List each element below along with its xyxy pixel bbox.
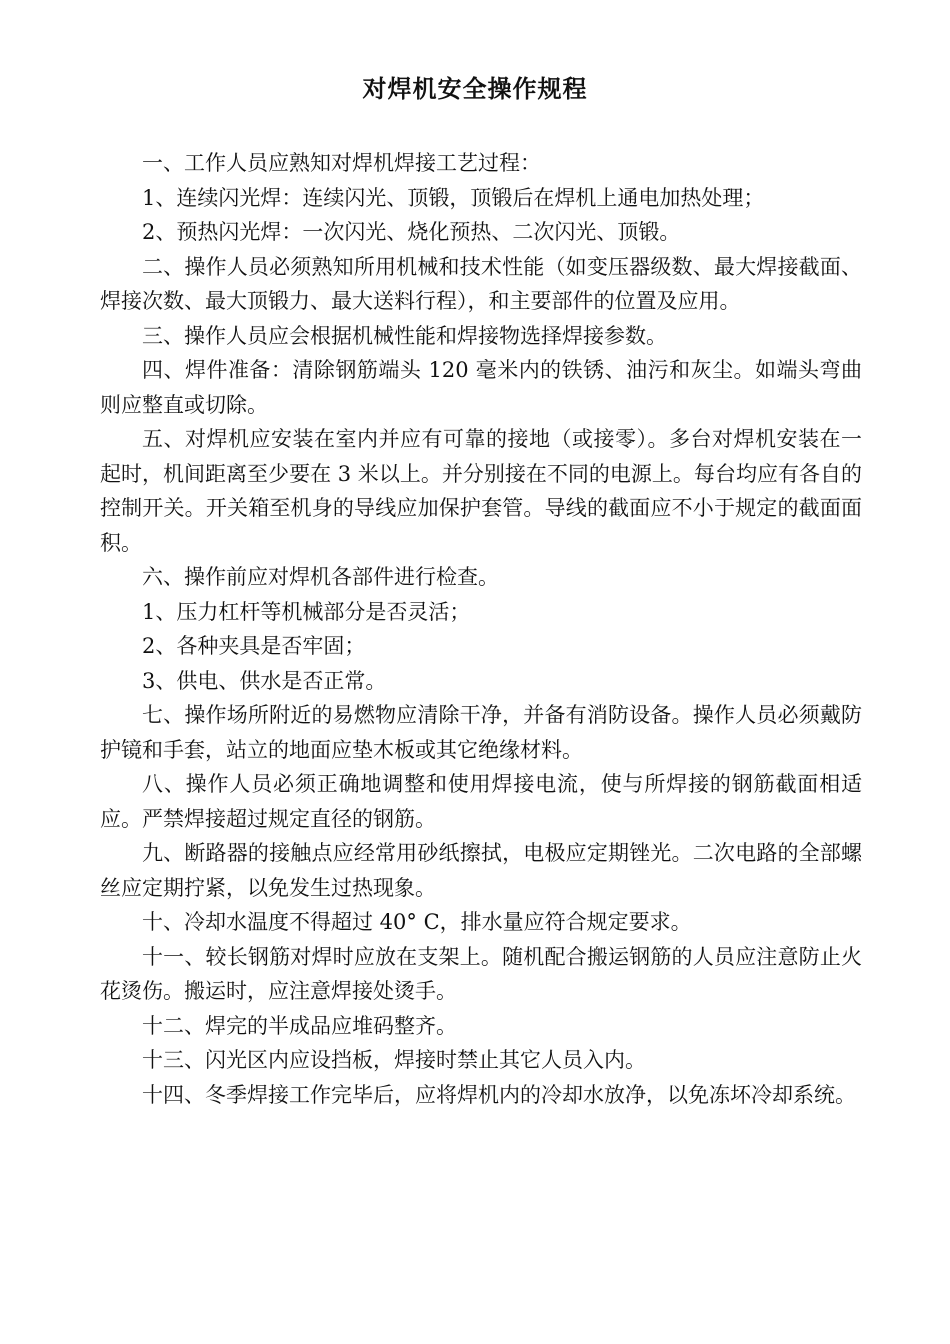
paragraph-8: 六、操作前应对焊机各部件进行检查。 <box>142 565 499 589</box>
paragraph-11: 3、供电、供水是否正常。 <box>142 668 387 693</box>
paragraph-17: 十二、焊完的半成品应堆码整齐。 <box>142 1013 457 1038</box>
document-body <box>100 146 862 1112</box>
paragraph-12: 七、操作场所附近的易燃物应清除干净，并备有消防设备。操作人员必须戴防护镜和手套，站立的地面应垫木板或其它绝缘材料。 <box>100 703 862 762</box>
paragraph-10: 2、各种夹具是否牢固； <box>142 634 366 658</box>
paragraph-9: 1、压力杠杆等机械部分是否灵活； <box>142 599 471 624</box>
paragraph-7: 五、对焊机应安装在室内并应有可靠的接地（或接零）。多台对焊机安装在一起时，机间距离至少要在 3 米以上。并分别接在不同的电源上。每台均应有各自的控制开关。开关箱至机身的导线应加保护套管。导线的截面应不小于规定的截面面积。 <box>100 427 862 555</box>
paragraph-18: 十三、闪光区内应设挡板，焊接时禁止其它人员入内。 <box>142 1048 646 1072</box>
paragraph-14: 九、断路器的接触点应经常用砂纸擦拭，电极应定期锉光。二次电路的全部螺丝应定期拧紧，以免发生过热现象。 <box>100 841 862 900</box>
paragraph-6: 四、焊件准备：清除钢筋端头 120 毫米内的铁锈、油污和灰尘。如端头弯曲则应整直或切除。 <box>100 358 862 417</box>
paragraph-15: 十、冷却水温度不得超过 40° C，排水量应符合规定要求。 <box>142 910 692 934</box>
paragraph-13: 八、操作人员必须正确地调整和使用焊接电流，使与所焊接的钢筋截面相适应。严禁焊接超过规定直径的钢筋。 <box>100 772 862 831</box>
paragraph-5: 三、操作人员应会根据机械性能和焊接物选择焊接参数。 <box>142 323 667 348</box>
paragraph-19: 十四、冬季焊接工作完毕后，应将焊机内的冷却水放净，以免冻坏冷却系统。 <box>142 1082 856 1107</box>
paragraph-16: 十一、较长钢筋对焊时应放在支架上。随机配合搬运钢筋的人员应注意防止火花烫伤。搬运时，应注意焊接处烫手。 <box>100 944 862 1003</box>
paragraph-2: 1、连续闪光焊：连续闪光、顶锻，顶锻后在焊机上通电加热处理； <box>142 185 765 210</box>
document-title: 对焊机安全操作规程 <box>362 74 588 103</box>
paragraph-1: 一、工作人员应熟知对焊机焊接工艺过程： <box>142 151 541 175</box>
paragraph-3: 2、预热闪光焊：一次闪光、烧化预热、二次闪光、顶锻。 <box>142 220 681 244</box>
paragraph-4: 二、操作人员必须熟知所用机械和技术性能（如变压器级数、最大焊接截面、焊接次数、最大顶锻力、最大送料行程），和主要部件的位置及应用。 <box>100 254 862 313</box>
